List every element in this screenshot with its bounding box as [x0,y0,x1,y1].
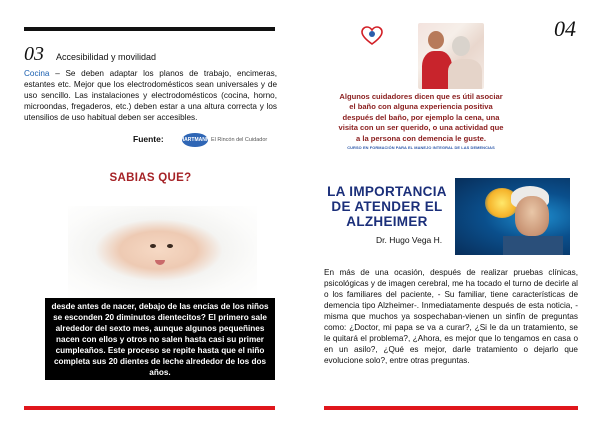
baby-eye-right [167,244,173,248]
page-number: 04 [554,16,576,41]
article-body: En más de una ocasión, después de realizar pruebas clínicas, psicológicas y de imagen cerebral, me ha tocado el turno de decirle al o los familiares del paciente, - Su familiar, tiene características de demencia tipo Alzheimer-. Inmediatamente después de esta noticia, -misma que muchos ya sospechaban-vienen un sinfín de preguntas como: ¿Doctor, mi papa se va a curar?, ¿Si le da un tratamiento, se le quitará el problema?, ¿Ahora, es mejor que lo tengamos en casa o en un asilo?, ¿Qué es mejor, darle tratamiento o dejarlo que evolucione solo?, entre otras preguntas. [324,268,578,365]
man-face [515,196,549,236]
article-title-line-3: ALZHEIMER [346,214,428,229]
baby-mouth [155,260,165,265]
caregiver-quote: Algunos cuidadores dicen que es útil asociar el baño con alguna experiencia positiva después del baño, por ejemplo la cena, una visita con un ser querido, o una actividad que a la persona con demencia le guste. [338,92,504,143]
elder-head [452,36,470,56]
bottom-divider-bar-right [324,406,578,410]
kitchen-keyword: Cocina [24,69,50,78]
kitchen-paragraph [24,68,277,123]
source-label: Fuente: [133,134,164,144]
article-title [324,184,450,229]
section-title: Accesibilidad y movilidad [56,52,157,62]
caregiver-head [428,31,444,49]
baby-photo [68,206,257,298]
heart-logo-icon [361,25,383,47]
baby-fact-box [45,298,275,380]
article-title-line-2: DE ATENDER EL [331,199,443,214]
article-title-line-1: LA IMPORTANCIA [327,184,447,199]
course-note: CURSO EN FORMACIÓN PARA EL MANEJO INTEGRAL DE LAS DEMENCIAS [347,145,495,150]
caregiver-photo [418,23,484,89]
elder-shirt [448,59,482,89]
article-author: Dr. Hugo Vega H. [376,235,443,245]
source-name: El Rincón del Cuidador [211,137,268,143]
sabias-title: SABIAS QUE? [109,172,192,184]
section-number: 03 [24,43,44,65]
man-shirt [503,236,563,255]
alzheimer-photo [455,178,570,255]
hartmann-logo: HARTMANN [182,133,208,147]
baby-eye-left [150,244,156,248]
kitchen-text: – Se deben adaptar los planos de trabajo, encimeras, estantes etc. Mejor que los electrodomésticos sean universales y de uso sencillo. Las instalaciones y electrodomésticos (cocina, horno, microondas, fregaderos, etc.) deben estar a una altura correcta y los utensilios de uso habitual deben ser accesibles. [24,69,277,122]
baby-fact-text: desde antes de nacer, debajo de las encías de los niños se esconden 20 diminutos dientecitos? El primero sale alrededor del sexto mes, aunque algunos pequeñines nacen con ellos y otros no salen hasta casi su primer cumpleaños. Este proceso se repite hasta que el niño completa sus 20 dientes de leche alrededor de los dos años. [51,302,269,377]
bottom-divider-bar [24,406,275,410]
top-divider-bar [24,27,275,31]
